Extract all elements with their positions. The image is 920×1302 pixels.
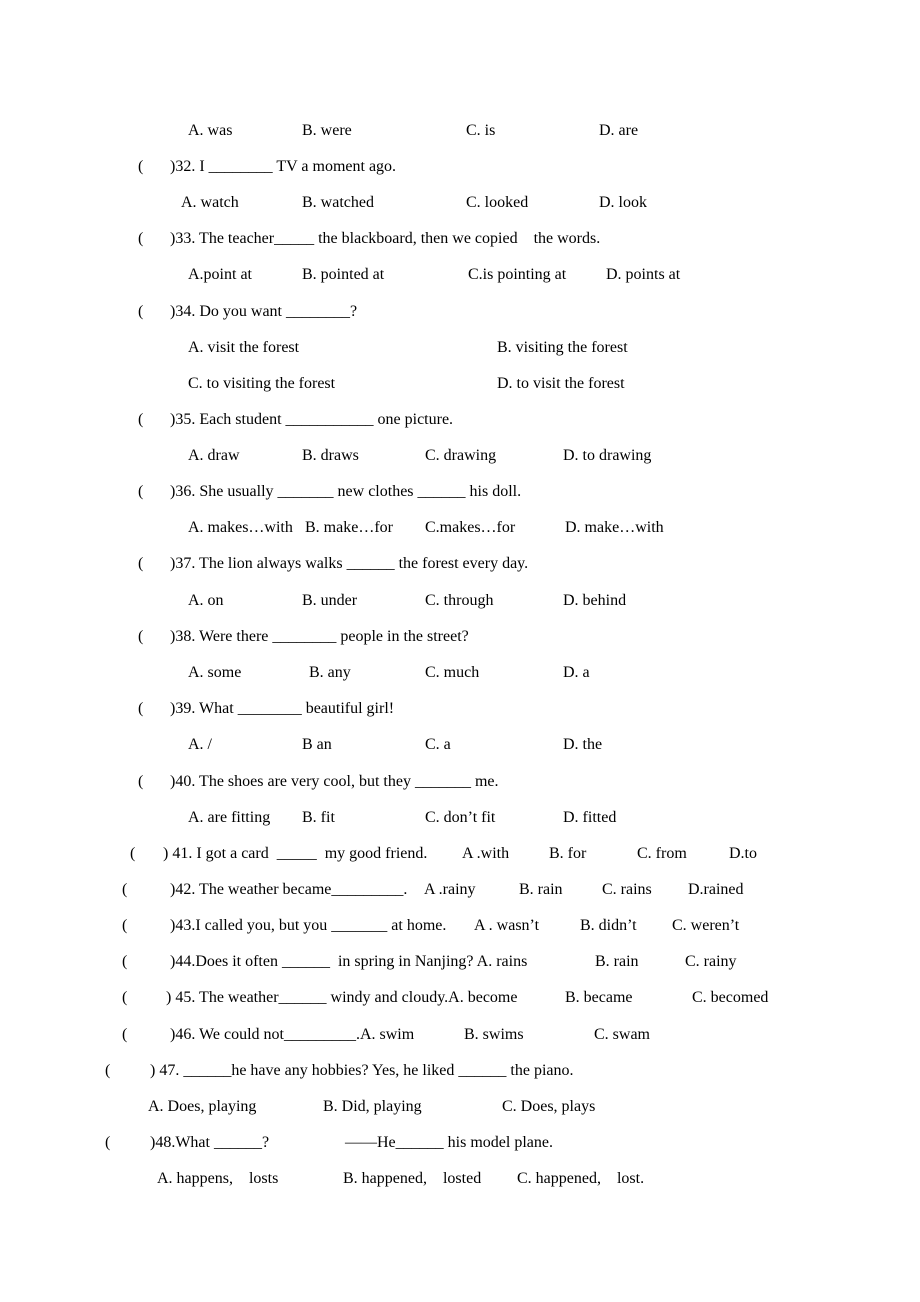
text-segment: A. draw <box>188 447 240 464</box>
text-segment: D. points at <box>606 266 681 283</box>
text-segment: )35. Each student ___________ one picture. <box>170 411 454 428</box>
text-segment: B. swims <box>464 1026 524 1043</box>
q47-options <box>0 1096 920 1117</box>
text-segment: )44.Does it often ______ in spring in Nanjing? A. rains <box>170 953 528 970</box>
q44 <box>0 951 920 972</box>
q33-options <box>0 264 920 285</box>
text-segment: )39. What ________ beautiful girl! <box>170 700 395 717</box>
text-segment: ( <box>138 555 144 572</box>
q42 <box>0 879 920 900</box>
text-segment: C. rainy <box>685 953 737 970</box>
text-segment: )32. I ________ TV a moment ago. <box>170 158 397 175</box>
text-segment: ( <box>105 1134 111 1151</box>
text-segment: B. fit <box>302 809 335 826</box>
text-segment: )38. Were there ________ people in the street? <box>170 628 469 645</box>
q47-stem <box>0 1060 920 1081</box>
text-segment: ) 45. The weather______ windy and cloudy.A. become <box>166 989 518 1006</box>
text-segment: D. fitted <box>563 809 617 826</box>
text-segment: A. are fitting <box>188 809 271 826</box>
q35-options <box>0 445 920 466</box>
text-segment: B. draws <box>302 447 359 464</box>
text-segment: B. became <box>565 989 633 1006</box>
text-segment: A. Does, playing <box>148 1098 257 1115</box>
text-segment: ( <box>122 953 128 970</box>
text-segment: ( <box>122 917 128 934</box>
text-segment: ( <box>138 773 144 790</box>
q33-stem <box>0 228 920 249</box>
text-segment: ( <box>138 411 144 428</box>
text-segment: ( <box>138 700 144 717</box>
text-segment: B. happened, losted <box>343 1170 482 1187</box>
text-segment: ( <box>138 303 144 320</box>
q36-stem <box>0 481 920 502</box>
text-segment: B. visiting the forest <box>497 339 628 356</box>
q36-options <box>0 517 920 538</box>
q40-options <box>0 807 920 828</box>
text-segment: B. under <box>302 592 358 609</box>
text-segment: ( <box>138 230 144 247</box>
text-segment: )37. The lion always walks ______ the forest every day. <box>170 555 529 572</box>
q39-options <box>0 734 920 755</box>
text-segment: C. becomed <box>692 989 769 1006</box>
q38-options <box>0 662 920 683</box>
q38-stem <box>0 626 920 647</box>
text-segment: ( <box>122 989 128 1006</box>
text-segment: A. was <box>188 122 233 139</box>
text-segment: )43.I called you, but you _______ at home. <box>170 917 447 934</box>
text-segment: ) 47. ______he have any hobbies? Yes, he liked ______ the piano. <box>150 1062 574 1079</box>
text-segment: )42. The weather became_________. <box>170 881 408 898</box>
text-segment: C. happened, lost. <box>517 1170 645 1187</box>
text-segment: B. make…for <box>305 519 393 536</box>
text-segment: A .rainy <box>424 881 476 898</box>
text-segment: )48.What ______? <box>150 1134 270 1151</box>
text-segment: C. Does, plays <box>502 1098 596 1115</box>
text-segment: A. visit the forest <box>188 339 300 356</box>
text-segment: C.is pointing at <box>468 266 567 283</box>
q37-options <box>0 590 920 611</box>
text-segment: C. much <box>425 664 480 681</box>
text-segment: A. watch <box>181 194 239 211</box>
text-segment: D. look <box>599 194 647 211</box>
q32-stem <box>0 156 920 177</box>
text-segment: D. to visit the forest <box>497 375 625 392</box>
text-segment: ( <box>138 483 144 500</box>
text-segment: )34. Do you want ________? <box>170 303 358 320</box>
text-segment: B. were <box>302 122 352 139</box>
q45 <box>0 987 920 1008</box>
q46 <box>0 1024 920 1045</box>
text-segment: A. / <box>188 736 212 753</box>
text-segment: D. the <box>563 736 603 753</box>
text-segment: ( <box>105 1062 111 1079</box>
text-segment: C. from <box>637 845 687 862</box>
q34-stem <box>0 301 920 322</box>
text-segment: ——He______ his model plane. <box>345 1134 553 1151</box>
q34-options-row2 <box>0 373 920 394</box>
text-segment: C.makes…for <box>425 519 516 536</box>
text-segment: D.rained <box>688 881 744 898</box>
q43 <box>0 915 920 936</box>
text-segment: ( <box>130 845 136 862</box>
text-segment: D.to <box>729 845 757 862</box>
text-segment: )40. The shoes are very cool, but they _______ me. <box>170 773 499 790</box>
text-segment: A. makes…with <box>188 519 293 536</box>
text-segment: ) 41. I got a card _____ my good friend. <box>163 845 428 862</box>
q41 <box>0 843 920 864</box>
text-segment: B. any <box>309 664 351 681</box>
text-segment: B an <box>302 736 332 753</box>
text-segment: ( <box>122 1026 128 1043</box>
text-segment: A .with <box>462 845 510 862</box>
text-segment: C. looked <box>466 194 529 211</box>
q35-stem <box>0 409 920 430</box>
text-segment: D. behind <box>563 592 627 609</box>
q31-options <box>0 120 920 141</box>
q32-options <box>0 192 920 213</box>
text-segment: C. rains <box>602 881 652 898</box>
text-segment: C. through <box>425 592 494 609</box>
q48-stem <box>0 1132 920 1153</box>
text-segment: D. to drawing <box>563 447 652 464</box>
text-segment: A. on <box>188 592 224 609</box>
text-segment: A. happens, losts <box>157 1170 279 1187</box>
text-segment: A . wasn’t <box>474 917 540 934</box>
text-segment: C. a <box>425 736 451 753</box>
text-segment: C. drawing <box>425 447 497 464</box>
text-segment: )33. The teacher_____ the blackboard, then we copied the words. <box>170 230 601 247</box>
text-segment: C. weren’t <box>672 917 740 934</box>
text-segment: D. a <box>563 664 590 681</box>
text-segment: B. for <box>549 845 587 862</box>
text-segment: C. to visiting the forest <box>188 375 336 392</box>
text-segment: B. pointed at <box>302 266 385 283</box>
text-segment: A. some <box>188 664 242 681</box>
text-segment: B. watched <box>302 194 374 211</box>
q48-options <box>0 1168 920 1189</box>
q34-options-row1 <box>0 337 920 358</box>
text-segment: ( <box>138 628 144 645</box>
text-segment: ( <box>122 881 128 898</box>
text-segment: ( <box>138 158 144 175</box>
text-segment: A.point at <box>188 266 252 283</box>
text-segment: B. rain <box>519 881 563 898</box>
q40-stem <box>0 771 920 792</box>
q39-stem <box>0 698 920 719</box>
text-segment: D. are <box>599 122 639 139</box>
q37-stem <box>0 553 920 574</box>
text-segment: D. make…with <box>565 519 664 536</box>
text-segment: C. swam <box>594 1026 650 1043</box>
text-segment: )36. She usually _______ new clothes ______ his doll. <box>170 483 522 500</box>
text-segment: B. rain <box>595 953 639 970</box>
text-segment: C. is <box>466 122 496 139</box>
text-segment: B. Did, playing <box>323 1098 422 1115</box>
text-segment: B. didn’t <box>580 917 637 934</box>
text-segment: C. don’t fit <box>425 809 496 826</box>
text-segment: )46. We could not_________.A. swim <box>170 1026 415 1043</box>
